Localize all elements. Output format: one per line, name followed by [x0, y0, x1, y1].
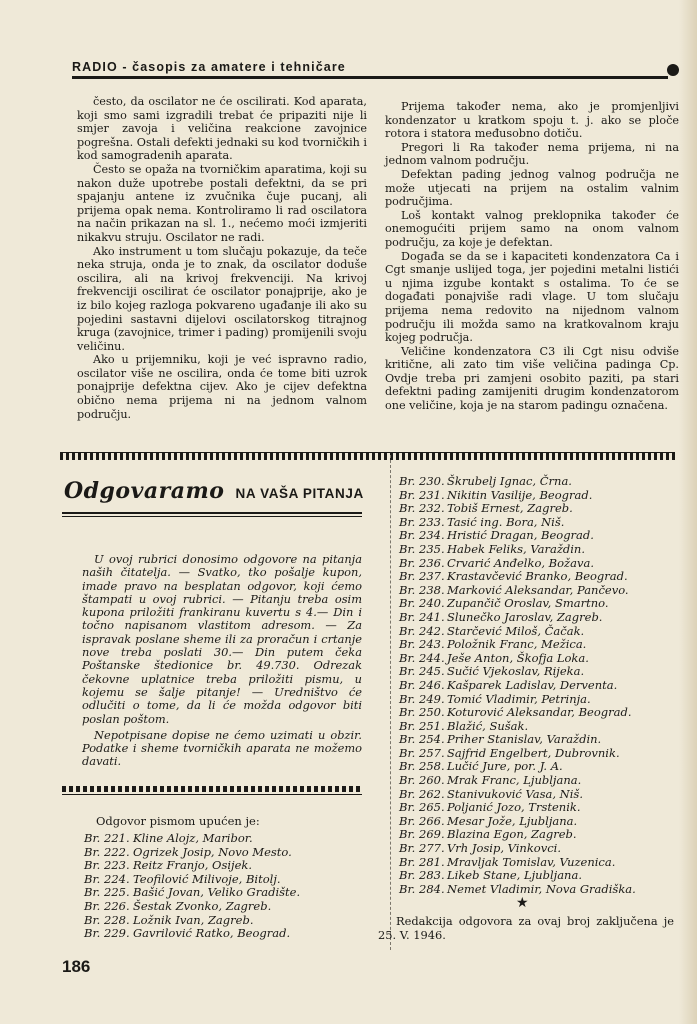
- entry-number: Br. 226.: [84, 898, 130, 913]
- entry-number: Br. 225.: [84, 885, 130, 900]
- entry-number: Br. 229.: [84, 926, 130, 941]
- entry-number: Br. 237.: [399, 569, 445, 584]
- paragraph: Pregori li Ra također nema prijema, ni na jednom valnom području.: [385, 140, 679, 168]
- entry-number: Br. 246.: [399, 677, 445, 692]
- entry-name: Mesar Jože, Ljubljana.: [447, 813, 578, 828]
- mail-list-title: Odgovor pismom upućen je:: [96, 814, 260, 828]
- list-item: [399, 475, 636, 489]
- list-item: [84, 914, 300, 928]
- entry-number: Br. 250.: [399, 705, 445, 720]
- list-item: [399, 543, 636, 557]
- list-item: [84, 859, 300, 873]
- page-header: RADIO - časopis za amatere i tehničare: [72, 60, 346, 74]
- reader-list: [399, 475, 636, 896]
- list-item: [84, 832, 300, 846]
- list-item: [399, 557, 636, 571]
- wave-divider: [62, 786, 362, 792]
- entry-number: Br. 243.: [399, 637, 445, 652]
- editorial-note: Redakcija odgovora za ovaj broj zaključena je 25. V. 1946.: [378, 914, 674, 942]
- entry-name: Ješe Anton, Škofja Loka.: [447, 650, 589, 665]
- star-icon: ★: [516, 895, 529, 911]
- entry-name: Krastavčević Branko, Beograd.: [447, 569, 628, 584]
- list-item: [399, 774, 636, 788]
- list-item: [399, 801, 636, 815]
- list-item: [399, 625, 636, 639]
- entry-number: Br. 284.: [399, 881, 445, 896]
- paragraph: Često se opaža na tvorničkim aparatima, koji su nakon duže upotrebe postali defektni, da se pri spajanju antene iz zvučnika čuje pucanj, ali prijema opak nema. Kontroliramo li rad oscilatora na način prikazan na sl. 1., nećemo moći izmjeriti nikakvu struju. Oscilator ne radi.: [77, 162, 367, 244]
- entry-name: Sajfrid Engelbert, Dubrovnik.: [447, 745, 620, 760]
- list-item: [399, 733, 636, 747]
- list-item: [399, 815, 636, 829]
- entry-name: Priher Stanislav, Varaždin.: [447, 732, 602, 747]
- entry-name: Tasić ing. Bora, Niš.: [447, 514, 565, 529]
- list-item: [399, 760, 636, 774]
- qa-heading-rule: [62, 512, 362, 514]
- entry-name: Blažić, Sušak.: [447, 718, 529, 733]
- qa-heading-script: Odgovaramo: [64, 478, 225, 504]
- entry-number: Br. 233.: [399, 514, 445, 529]
- entry-number: Br. 234.: [399, 528, 445, 543]
- list-item: [399, 693, 636, 707]
- list-item: [399, 489, 636, 503]
- left-article-column: [77, 95, 367, 421]
- entry-name: Koturović Aleksandar, Beograd.: [447, 705, 632, 720]
- list-item: [399, 584, 636, 598]
- paragraph: Prijema također nema, ako je promjenljivi kondenzator u kratkom spoju t. j. ako se ploče rotora i statora međusobno dotiču.: [385, 100, 679, 141]
- entry-number: Br. 236.: [399, 555, 445, 570]
- list-item: [399, 502, 636, 516]
- intro-paragraph: Nepotpisane dopise ne ćemo uzimati u obzir. Podatke i sheme tvorničkih aparata ne možemo davati.: [82, 727, 362, 769]
- entry-number: Br. 232.: [399, 501, 445, 516]
- entry-number: Br. 235.: [399, 541, 445, 556]
- entry-number: Br. 283.: [399, 868, 445, 883]
- entry-number: Br. 230.: [399, 474, 445, 488]
- qa-heading: [64, 478, 364, 508]
- qa-heading-rule-thin: [62, 516, 362, 517]
- entry-number: Br. 228.: [84, 912, 130, 927]
- list-item: [399, 706, 636, 720]
- entry-name: Gavrilović Ratko, Beograd.: [133, 926, 291, 941]
- entry-name: Kline Alojz, Maribor.: [133, 831, 253, 845]
- entry-number: Br. 240.: [399, 596, 445, 611]
- entry-name: Nikitin Vasilije, Beograd.: [447, 487, 593, 502]
- entry-name: Ložnik Ivan, Zagreb.: [133, 912, 254, 927]
- entry-name: Reitz Franjo, Osijek.: [133, 858, 253, 873]
- entry-name: Nemet Vladimir, Nova Gradiška.: [447, 881, 636, 896]
- entry-name: Zupančič Oroslav, Smartno.: [447, 596, 609, 611]
- list-item: [399, 869, 636, 883]
- list-item: [84, 927, 300, 941]
- entry-name: Ogrizek Josip, Novo Mesto.: [133, 844, 292, 859]
- entry-number: Br. 266.: [399, 813, 445, 828]
- entry-number: Br. 281.: [399, 854, 445, 869]
- entry-name: Crvarić Anđelko, Božava.: [447, 555, 594, 570]
- entry-name: Tomić Vladimir, Petrinja.: [447, 691, 591, 706]
- entry-name: Kašparek Ladislav, Derventa.: [447, 677, 618, 692]
- paragraph: Ako instrument u tom slučaju pokazuje, da teče neka struja, onda je to znak, da oscilator doduše oscilira, ali na krivoj frekvenciji. Na krivoj frekvenciji oscilirat će oscilator ponajprije, ako je iz bilo kojeg razloga pokvareno ugađanje ili ako su pojedini sastavni dijelovi oscilatorskog titrajnog kruga (zavojnice, trimer i pading) promijenili svoju veličinu.: [77, 244, 367, 353]
- entry-number: Br. 265.: [399, 800, 445, 815]
- entry-number: Br. 277.: [399, 841, 445, 856]
- list-item: [399, 842, 636, 856]
- entry-number: Br. 245.: [399, 664, 445, 679]
- qa-intro: [82, 553, 362, 772]
- entry-number: Br. 260.: [399, 773, 445, 788]
- paragraph: Veličine kondenzatora C3 ili Cgt nisu odviše kritične, ali zato tim više veličina padinga Cp. Ovdje treba pri zamjeni osobito paziti, pa stari defektni pading zamijeniti drugim kondenzatorom one veličine, koja je na starom padingu označena.: [385, 344, 679, 413]
- paragraph: često, da oscilator ne će oscilirati. Kod aparata, koji smo sami izgradili trebat će pripaziti nije li smjer zavoja i veličina reakcione zavojnice pogrešna. Ostali defekti jednaki su kod tvorničkih i kod samogradenih aparata.: [77, 95, 367, 163]
- list-item: [399, 516, 636, 530]
- entry-number: Br. 269.: [399, 827, 445, 842]
- entry-name: Stanivuković Vasa, Niš.: [447, 786, 583, 801]
- paragraph: Loš kontakt valnog preklopnika također će onemogućiti prijem samo na onom valnom području, za koje je defektan.: [385, 208, 679, 249]
- entry-name: Šestak Zvonko, Zagreb.: [133, 898, 272, 913]
- paragraph: Defektan pading jednog valnog područja ne može utjecati na prijem na ostalim valnim područjima.: [385, 167, 679, 209]
- list-item: [84, 873, 300, 887]
- entry-number: Br. 221.: [84, 831, 130, 845]
- entry-name: Bašić Jovan, Veliko Gradište.: [133, 885, 301, 900]
- list-item: [399, 638, 636, 652]
- list-item: [399, 665, 636, 679]
- entry-number: Br. 224.: [84, 871, 130, 886]
- entry-number: Br. 244.: [399, 650, 445, 665]
- entry-name: Mrak Franc, Ljubljana.: [447, 773, 582, 788]
- list-item: [84, 886, 300, 900]
- list-item: [399, 856, 636, 870]
- list-item: [399, 652, 636, 666]
- entry-number: Br. 242.: [399, 623, 445, 638]
- list-item: [399, 788, 636, 802]
- right-article-column: [385, 100, 679, 413]
- entry-name: Poljanić Jozo, Trstenik.: [447, 800, 581, 815]
- entry-number: Br. 241.: [399, 609, 445, 624]
- list-item: [399, 679, 636, 693]
- entry-name: Slunečko Jaroslav, Zagreb.: [447, 609, 603, 624]
- header-rule: [72, 76, 668, 79]
- page-number: 186: [62, 957, 91, 976]
- entry-number: Br. 223.: [84, 858, 130, 873]
- entry-number: Br. 262.: [399, 786, 445, 801]
- list-item: [399, 597, 636, 611]
- list-item: [399, 529, 636, 543]
- list-item: [84, 846, 300, 860]
- entry-name: Likeb Stane, Ljubljana.: [447, 868, 582, 883]
- mail-reply-list: [84, 832, 300, 941]
- entry-name: Marković Aleksandar, Pančevo.: [447, 582, 629, 597]
- entry-name: Tobiš Ernest, Zagreb.: [447, 501, 573, 516]
- entry-name: Habek Feliks, Varaždin.: [447, 541, 585, 556]
- section-divider: [60, 452, 675, 460]
- entry-number: Br. 249.: [399, 691, 445, 706]
- column-rule: [390, 455, 391, 950]
- entry-name: Sučić Vjekoslav, Rijeka.: [447, 664, 585, 679]
- page-edge-shadow: [679, 0, 697, 1024]
- entry-number: Br. 231.: [399, 487, 445, 502]
- entry-name: Vrh Josip, Vinkovci.: [447, 841, 562, 856]
- intro-paragraph: U ovoj rubrici donosimo odgovore na pitanja naših čitatelja. — Svatko, tko pošalje kupon, imade pravo na besplatan odgovor, koji ćemo štampati u ovoj rubrici. — Pitanju treba osim kupona priložiti frankiranu kuvertu s 4.— Din i točno napisanom vlastitom adresom. — Za ispravak poslane sheme ili za proračun i crtanje nove treba poslati 30.— Din putem čeka Poštanske štedionice br. 49.730. Odrezak čekovne uplatnice treba priložiti pismu, u kojemu se šalje pitanje! — Uredništvo će odlučiti o tome, da li će možda odgovor biti poslan poštom.: [82, 552, 362, 726]
- entry-name: Škrubelj Ignac, Črna.: [447, 474, 572, 488]
- list-item: [399, 570, 636, 584]
- paragraph: Ako u prijemniku, koji je već ispravno radio, oscilator više ne oscilira, onda će tome biti uzrok ponajprije defektna cijev. Ako je cijev defektna obično nema prijema ni na jednom valnom području.: [77, 353, 367, 421]
- entry-number: Br. 258.: [399, 759, 445, 774]
- list-item: [399, 828, 636, 842]
- entry-name: Lučić Jure, por. J. A.: [447, 759, 563, 774]
- entry-name: Položnik Franc, Mežica.: [447, 637, 587, 652]
- paragraph: Događa se da se i kapaciteti kondenzatora Ca i Cgt smanje uslijed toga, jer pojedini metalni listići u njima izgube kontakt s ostalima. To će se događati ponajviše radi vlage. U tom slučaju prijema nema redovito na nijednom valnom području ili možda samo na kratkovalnom kraju kojeg područja.: [385, 249, 679, 345]
- entry-number: Br. 251.: [399, 718, 445, 733]
- entry-number: Br. 238.: [399, 582, 445, 597]
- entry-number: Br. 254.: [399, 732, 445, 747]
- list-item: [399, 611, 636, 625]
- entry-name: Teofilović Milivoje, Bitolj.: [133, 871, 281, 886]
- list-item: [399, 747, 636, 761]
- list-item: [84, 900, 300, 914]
- entry-name: Blazina Egon, Zagreb.: [447, 827, 577, 842]
- header-dot-icon: [667, 64, 679, 76]
- entry-name: Hristić Dragan, Beograd.: [447, 528, 594, 543]
- entry-name: Starčević Miloš, Čačak.: [447, 623, 585, 638]
- entry-number: Br. 257.: [399, 745, 445, 760]
- list-item: [399, 720, 636, 734]
- entry-name: Mravljak Tomislav, Vuzenica.: [447, 854, 616, 869]
- entry-number: Br. 222.: [84, 844, 130, 859]
- wave-divider-line: [62, 794, 362, 795]
- qa-heading-rest: NA VAŠA PITANJA: [235, 486, 364, 501]
